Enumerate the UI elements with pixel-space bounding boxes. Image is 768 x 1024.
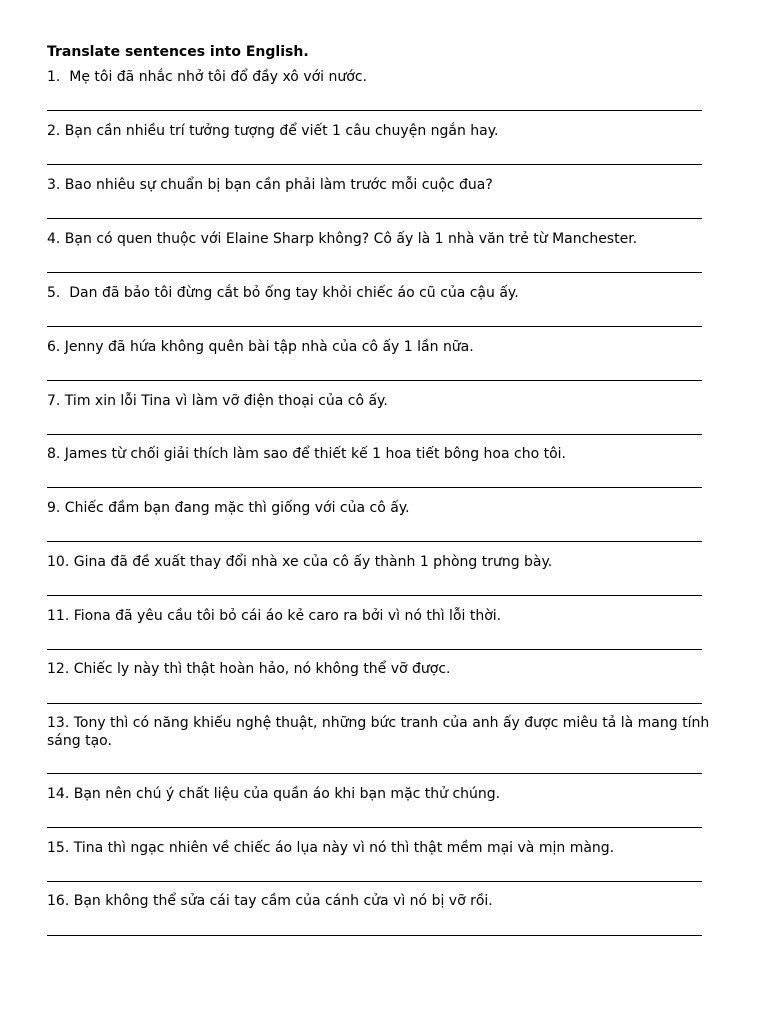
answer-line-2[interactable]: [47, 164, 702, 165]
answer-line-13[interactable]: [47, 773, 702, 774]
question-16: 16. Bạn không thể sửa cái tay cầm của cánh cửa vì nó bị vỡ rồi.: [47, 893, 493, 909]
question-15: 15. Tina thì ngạc nhiên về chiếc áo lụa này vì nó thì thật mềm mại và mịn màng.: [47, 840, 615, 856]
answer-line-9[interactable]: [47, 541, 702, 542]
answer-line-3[interactable]: [47, 218, 702, 219]
question-2: 2. Bạn cần nhiều trí tưởng tượng để viết 1 câu chuyện ngắn hay.: [47, 123, 499, 139]
answer-line-16[interactable]: [47, 935, 702, 936]
answer-line-14[interactable]: [47, 827, 702, 828]
question-4: 4. Bạn có quen thuộc với Elaine Sharp không? Cô ấy là 1 nhà văn trẻ từ Manchester.: [47, 231, 638, 247]
answer-line-4[interactable]: [47, 272, 702, 273]
question-1: 1. Mẹ tôi đã nhắc nhở tôi đổ đầy xô với nước.: [47, 69, 367, 85]
answer-line-12[interactable]: [47, 703, 702, 704]
answer-line-1[interactable]: [47, 110, 702, 111]
question-12: 12. Chiếc ly này thì thật hoàn hảo, nó không thể vỡ được.: [47, 661, 451, 677]
answer-line-10[interactable]: [47, 595, 702, 596]
question-9: 9. Chiếc đầm bạn đang mặc thì giống với của cô ấy.: [47, 500, 410, 516]
answer-line-5[interactable]: [47, 326, 702, 327]
answer-line-8[interactable]: [47, 487, 702, 488]
question-11: 11. Fiona đã yêu cầu tôi bỏ cái áo kẻ caro ra bởi vì nó thì lỗi thời.: [47, 608, 502, 624]
answer-line-15[interactable]: [47, 881, 702, 882]
worksheet-title: Translate sentences into English.: [47, 44, 309, 60]
question-13: 13. Tony thì có năng khiếu nghệ thuật, những bức tranh của anh ấy được miêu tả là mang tính sáng tạo.: [47, 715, 714, 749]
question-10: 10. Gina đã đề xuất thay đổi nhà xe của cô ấy thành 1 phòng trưng bày.: [47, 554, 553, 570]
question-8: 8. James từ chối giải thích làm sao để thiết kế 1 hoa tiết bông hoa cho tôi.: [47, 446, 567, 462]
answer-line-7[interactable]: [47, 434, 702, 435]
question-5: 5. Dan đã bảo tôi đừng cắt bỏ ống tay khỏi chiếc áo cũ của cậu ấy.: [47, 285, 519, 301]
question-14: 14. Bạn nên chú ý chất liệu của quần áo khi bạn mặc thử chúng.: [47, 786, 501, 802]
question-3: 3. Bao nhiêu sự chuẩn bị bạn cần phải làm trước mỗi cuộc đua?: [47, 177, 493, 193]
answer-line-11[interactable]: [47, 649, 702, 650]
question-7: 7. Tim xin lỗi Tina vì làm vỡ điện thoại của cô ấy.: [47, 393, 388, 409]
answer-line-6[interactable]: [47, 380, 702, 381]
question-6: 6. Jenny đã hứa không quên bài tập nhà của cô ấy 1 lần nữa.: [47, 339, 474, 355]
